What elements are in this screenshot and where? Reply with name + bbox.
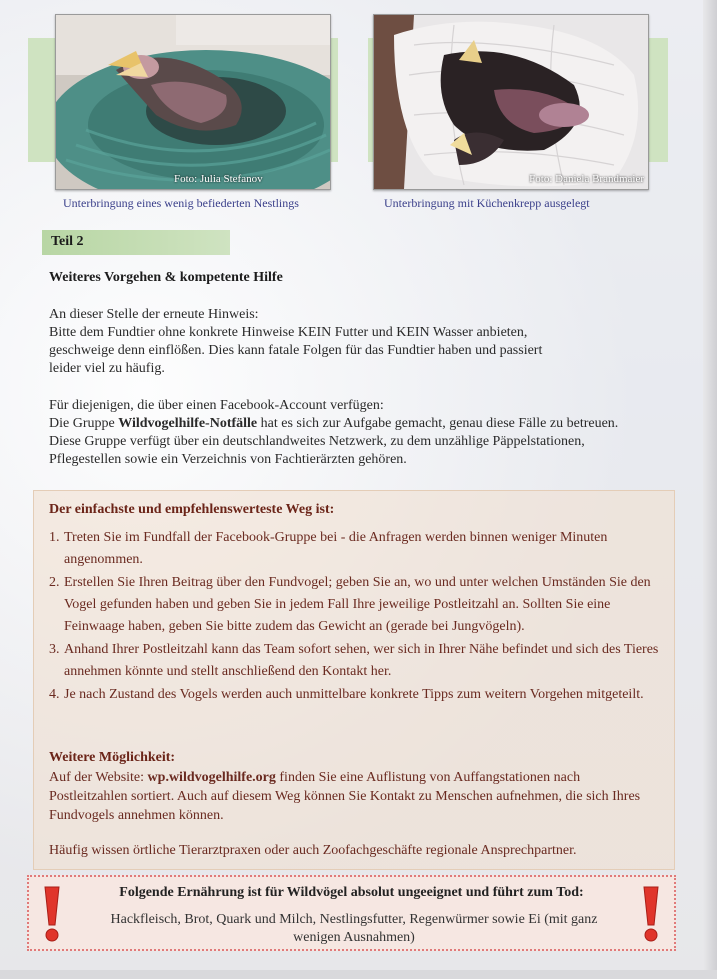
photo-credit-1: Foto: Julia Stefanov: [174, 173, 263, 185]
more-title: Weitere Möglichkeit:: [49, 750, 176, 765]
intro-line: leider viel zu häufig.: [49, 361, 165, 376]
website-link[interactable]: wp.wildvogelhilfe.org: [147, 770, 276, 785]
intro-paragraph: [49, 306, 542, 378]
section-label: Teil 2: [51, 234, 84, 249]
page-bottom-edge: [0, 970, 717, 979]
facebook-line: Diese Gruppe verfügt über ein deutschlandweites Netzwerk, zu dem unzählige Päppelstationen,: [49, 434, 585, 449]
intro-line: geschweige denn einflößen. Dies kann fatale Folgen für das Fundtier haben und passiert: [49, 343, 543, 358]
list-item: [49, 527, 659, 571]
section-heading: Weiteres Vorgehen & kompetente Hilfe: [49, 270, 283, 285]
more-paragraph: [49, 768, 659, 825]
facebook-text: hat es sich zur Aufgabe gemacht, genau diese Fälle zu betreuen.: [257, 416, 619, 431]
warning-title: Folgende Ernährung ist für Wildvögel absolut ungeeignet und führt zum Tod:: [119, 885, 584, 900]
photo-caption-2: Unterbringung mit Küchenkrepp ausgelegt: [384, 196, 590, 210]
step-text: Treten Sie im Fundfall der Facebook-Gruppe bei - die Anfragen werden binnen weniger Minuten angenommen.: [64, 530, 608, 567]
facebook-line: Pflegestellen sowie ein Verzeichnis von Fachtierärzten gehören.: [49, 452, 407, 467]
step-number: 4.: [49, 687, 60, 702]
step-text: Je nach Zustand des Vogels werden auch unmittelbare konkrete Tipps zum weitern Vorgehen mitgeteilt.: [64, 687, 644, 702]
intro-line: An dieser Stelle der erneute Hinweis:: [49, 307, 259, 322]
facebook-group-name: Wildvogelhilfe-Notfälle: [118, 416, 258, 431]
step-text: Erstellen Sie Ihren Beitrag über den Fundvogel; geben Sie an, wo und unter welchen Umständen Sie den Vogel gefunden haben und geben Sie in jedem Fall Ihre jeweilige Postleitzahl an. Sollten Sie eine Feinwaage haben, geben Sie bitte zudem das Gewicht an (gerade bei Jungvögeln).: [64, 575, 651, 634]
more-text: Auf der Website:: [49, 770, 148, 785]
page-edge: [703, 0, 717, 979]
photo-nestlings-paper: [373, 14, 649, 190]
step-number: 1.: [49, 530, 60, 545]
photo-nestling-knit-nest: [55, 14, 331, 190]
facebook-line: Für diejenigen, die über einen Facebook-Account verfügen:: [49, 398, 384, 413]
list-item: [49, 684, 659, 706]
recommended-title: Der einfachste und empfehlenswerteste Weg ist:: [49, 502, 335, 517]
vet-note: Häufig wissen örtliche Tierarztpraxen oder auch Zoofachgeschäfte regionale Ansprechpartner.: [49, 843, 577, 858]
list-item: [49, 639, 659, 683]
recommended-steps: [49, 527, 659, 706]
intro-line: Bitte dem Fundtier ohne konkrete Hinweise KEIN Futter und KEIN Wasser anbieten,: [49, 325, 528, 340]
more-text: finden Sie eine Auflistung von Auffangstationen nach Postleitzahlen sortiert. Auch auf diesem Weg können Sie Kontakt zu Menschen aufnehmen, die sich Ihres Fundvogels annehmen können.: [49, 770, 641, 823]
facebook-line: [49, 415, 618, 433]
photo-credit-2: Foto: Daniela Brandmaier: [529, 173, 644, 185]
warning-box: [27, 875, 676, 951]
list-item: [49, 572, 659, 638]
step-text: Anhand Ihrer Postleitzahl kann das Team sofort sehen, wer sich in Ihrer Nähe befindet und sich des Tieres annehmen könnte und stellt anschließend den Kontakt her.: [64, 642, 659, 679]
facebook-text: Die Gruppe: [49, 416, 119, 431]
facebook-paragraph: [49, 397, 618, 469]
nestlings-paper-image: [374, 15, 648, 189]
warning-text: Hackfleisch, Brot, Quark und Milch, Nestlingsfutter, Regenwürmer sowie Ei (mit ganz wenigen Ausnahmen): [110, 912, 598, 945]
step-number: 2.: [49, 575, 60, 590]
nestling-knit-image: [56, 15, 330, 189]
step-number: 3.: [49, 642, 60, 657]
photo-caption-1: Unterbringung eines wenig befiederten Nestlings: [63, 196, 299, 210]
